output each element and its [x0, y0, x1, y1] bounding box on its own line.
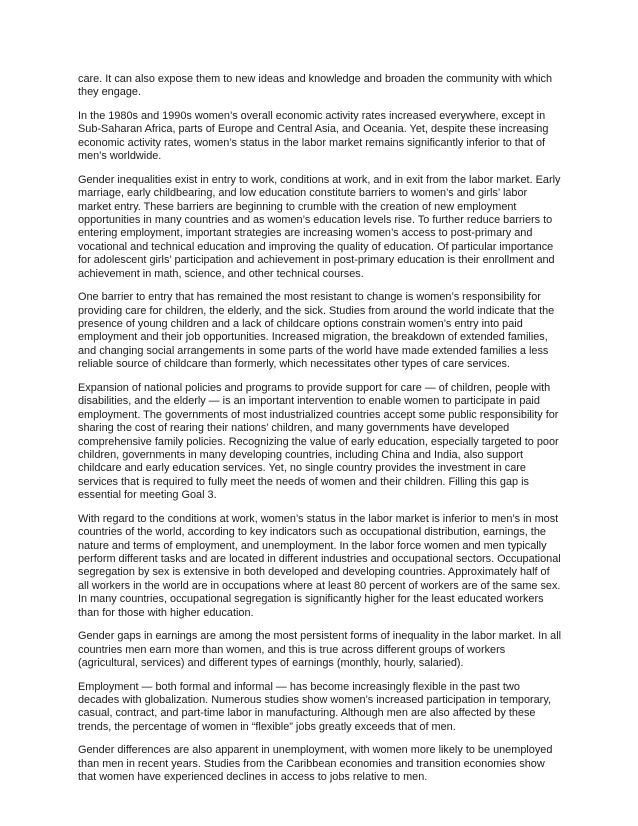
paragraph-unemployment-differences: Gender differences are also apparent in unemployment, with women more likely to be unemployed than men in recent years. Studies from the Caribbean economies and transition economies show that women have experienced declines in access to jobs relative to men. [78, 744, 553, 784]
paragraph-care-responsibility-barrier: One barrier to entry that has remained the most resistant to change is women’s responsibility for providing care for children, the elderly, and the sick. Studies from around the world indicate that the presence of young children and a lack of childcare options constrain women’s entry into paid employment and their job opportunities. Increased migration, the breakdown of extended families, and changing social arrangements in some parts of the world have made extended families a less reliable source of childcare than formerly, which necessitates other types of care services. [78, 291, 555, 371]
paragraph-care-continuation: care. It can also expose them to new ideas and knowledge and broaden the community with which they engage. [78, 73, 553, 99]
paragraph-economic-activity-rates: In the 1980s and 1990s women’s overall economic activity rates increased everywhere, except in Sub-Saharan Africa, parts of Europe and Central Asia, and Oceania. Yet, despite these increasing economic activity rates, women’s status in the labor market remains significantly inferior to that of men’s worldwide. [78, 110, 549, 163]
paragraph-national-care-policies: Expansion of national policies and programs to provide support for care — of children, people with disabilities, and the elderly — is an important intervention to enable women to participate in paid employment. The governments of most industrialized countries accept some public responsibility for sharing the cost of rearing their nations’ children, and many governments have developed comprehensive family policies. Recognizing the value of early education, especially targeted to poor children, governments in many developing countries, including China and India, also support childcare and early education services. Yet, no single country provides the investment in care services that is required to fully meet the needs of women and their children. Filling this gap is essential for meeting Goal 3. [78, 381, 559, 502]
document-page [78, 73, 562, 795]
paragraph-conditions-at-work: With regard to the conditions at work, women’s status in the labor market is inferior to men’s in most countries of the world, according to key indicators such as occupational distribution, earnings, the nature and terms of employment, and unemployment. In the labor force women and men typically perform different tasks and are located in different industries and occupational sectors. Occupational segregation by sex is extensive in both developed and developing countries. Approximately half of all workers in the world are in occupations where at least 80 percent of workers are of the same sex. In many countries, occupational segregation is significantly higher for the least educated workers than for those with higher education. [78, 512, 561, 619]
paragraph-gender-inequalities-entry: Gender inequalities exist in entry to work, conditions at work, and in exit from the labor market. Early marriage, early childbearing, and low education constitute barriers to women’s and girls’ labor market entry. These barriers are beginning to crumble with the creation of new employment opportunities in many countries and as women’s education levels rise. To further reduce barriers to entering employment, important strategies are increasing women’s access to post-primary and vocational and technical education and improving the quality of education. Of particular importance for adolescent girls’ participation and achievement in post-primary education is their enrollment and achievement in math, science, and other technical courses. [78, 173, 561, 280]
paragraph-flexible-employment: Employment — both formal and informal — has become increasingly flexible in the past two decades with globalization. Numerous studies show women’s increased participation in temporary, casual, contract, and part-time labor in manufacturing. Although men are also affected by these trends, the percentage of women in “flexible” jobs greatly exceeds that of men. [78, 680, 551, 733]
paragraph-earnings-gaps: Gender gaps in earnings are among the most persistent forms of inequality in the labor market. In all countries men earn more than women, and this is true across different groups of workers (agricultural, services) and different types of earnings (monthly, hourly, salaried). [78, 630, 562, 669]
